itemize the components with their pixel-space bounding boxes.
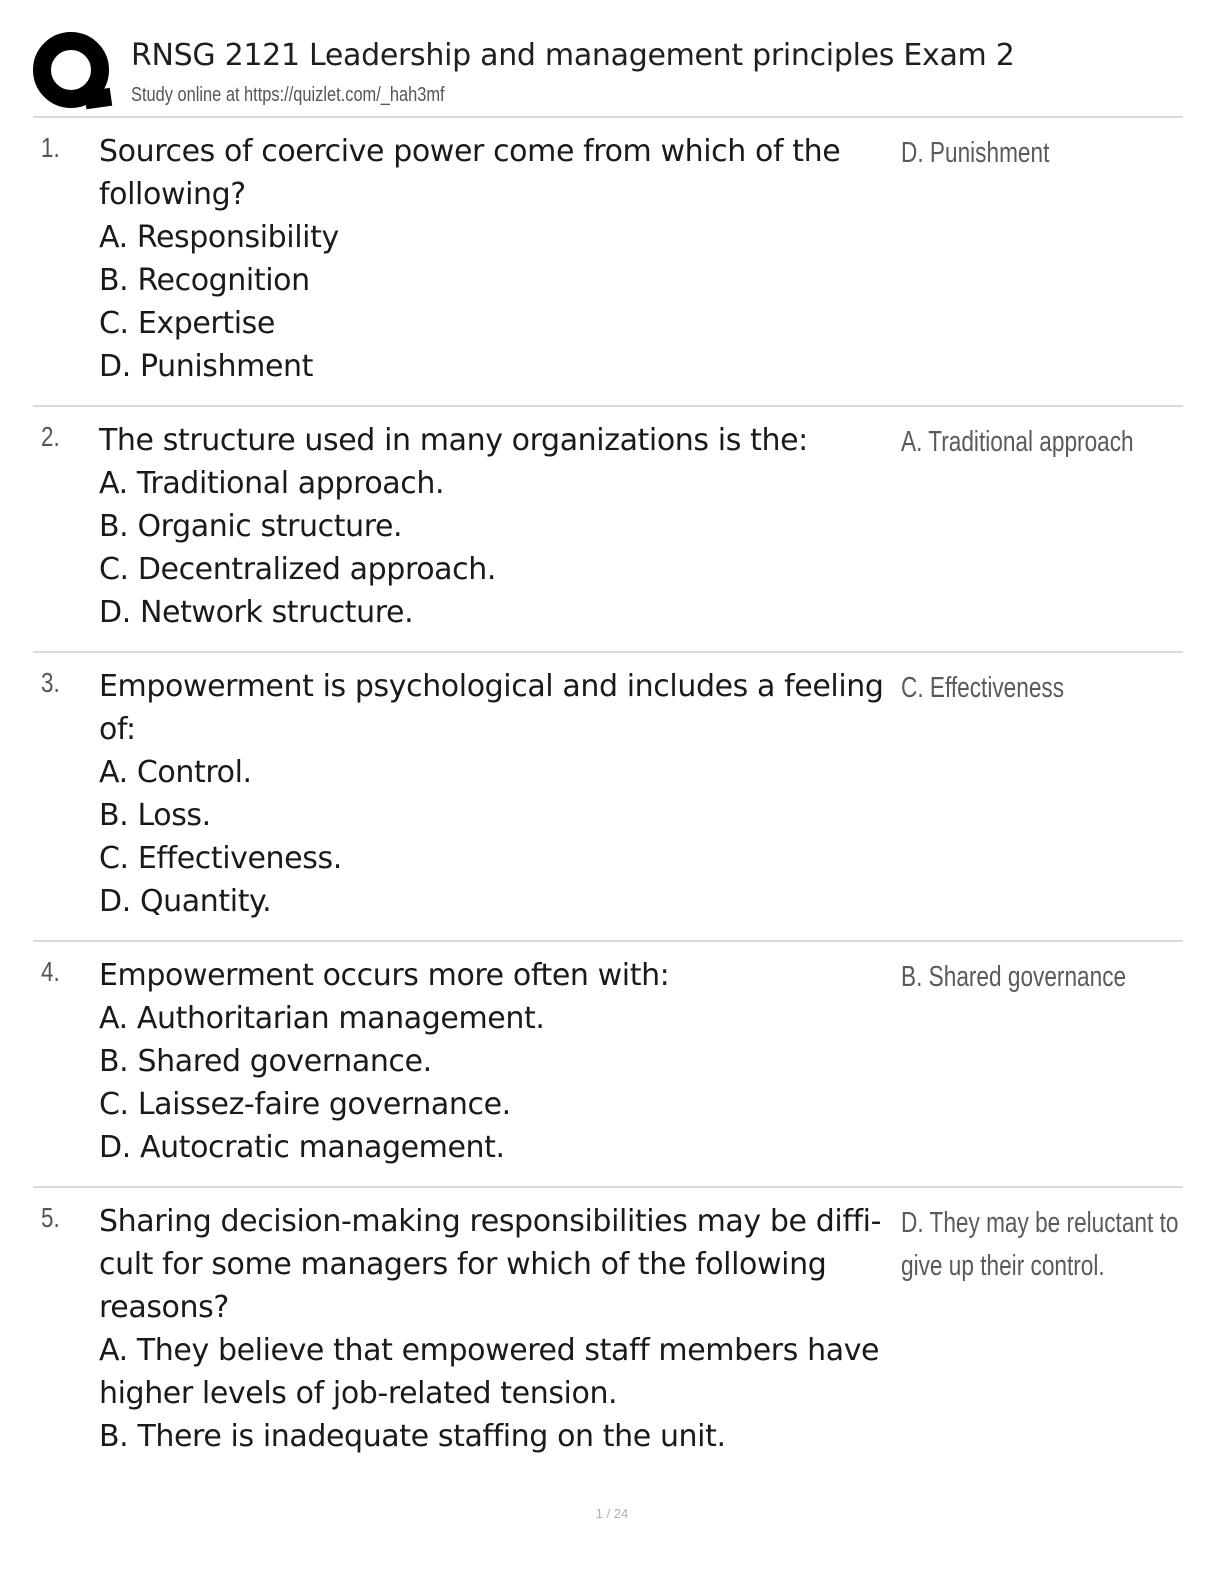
answer-line: D. Punishment bbox=[901, 137, 1050, 169]
header-divider bbox=[33, 116, 1183, 118]
question-text bbox=[99, 130, 899, 388]
answer-option: A. They believe that empowered staff members have bbox=[99, 1333, 880, 1368]
answer-option: B. Organic structure. bbox=[99, 509, 403, 544]
answer-option: D. Quantity. bbox=[99, 884, 272, 919]
card-divider bbox=[33, 1186, 1183, 1188]
answer-option: D. Punishment bbox=[99, 349, 313, 384]
answer-option: C. Decentralized approach. bbox=[99, 552, 497, 587]
question-line: Empowerment occurs more often with: bbox=[99, 958, 670, 993]
answer-option: B. Shared governance. bbox=[99, 1044, 432, 1079]
question-line: following? bbox=[99, 177, 246, 212]
question-number: 4. bbox=[41, 956, 60, 987]
question-line: of: bbox=[99, 712, 136, 747]
question-number: 2. bbox=[41, 421, 60, 452]
page-header bbox=[33, 32, 1183, 118]
study-online-link[interactable]: Study online at https://quizlet.com/_hah3mf bbox=[131, 84, 445, 106]
answer-option: D. Autocratic management. bbox=[99, 1130, 505, 1165]
question-text bbox=[99, 419, 899, 634]
page-number: 1 / 24 bbox=[595, 1506, 629, 1521]
document-title: RNSG 2121 Leadership and management principles Exam 2 bbox=[131, 38, 1015, 73]
answer-option: A. Responsibility bbox=[99, 220, 339, 255]
answer-line: B. Shared governance bbox=[901, 961, 1127, 993]
question-line: The structure used in many organizations is the: bbox=[99, 423, 808, 458]
correct-answer bbox=[901, 667, 1182, 710]
correct-answer bbox=[901, 421, 1182, 464]
answer-option: C. Effectiveness. bbox=[99, 841, 342, 876]
correct-answer bbox=[901, 1202, 1182, 1288]
question-number: 1. bbox=[41, 132, 60, 163]
answer-line: D. They may be reluctant to bbox=[901, 1207, 1179, 1239]
correct-answer bbox=[901, 956, 1182, 999]
answer-option: A. Traditional approach. bbox=[99, 466, 445, 501]
question-line: Sources of coercive power come from which of the bbox=[99, 134, 841, 169]
question-number: 3. bbox=[41, 667, 60, 698]
answer-line: give up their control. bbox=[901, 1250, 1105, 1282]
quizlet-logo-icon bbox=[33, 32, 113, 112]
question-text bbox=[99, 1200, 899, 1458]
answer-option: A. Control. bbox=[99, 755, 252, 790]
answer-option: C. Expertise bbox=[99, 306, 275, 341]
correct-answer bbox=[901, 132, 1182, 175]
answer-option: B. There is inadequate staffing on the unit. bbox=[99, 1419, 726, 1454]
question-text bbox=[99, 665, 899, 923]
question-line: reasons? bbox=[99, 1290, 229, 1325]
question-line: cult for some managers for which of the following bbox=[99, 1247, 827, 1282]
question-line: Empowerment is psychological and includes a feeling bbox=[99, 669, 884, 704]
question-number: 5. bbox=[41, 1202, 60, 1233]
question-line: Sharing decision-making responsibilities may be diffi- bbox=[99, 1204, 881, 1239]
answer-option: B. Recognition bbox=[99, 263, 310, 298]
answer-option: higher levels of job-related tension. bbox=[99, 1376, 618, 1411]
answer-line: A. Traditional approach bbox=[901, 426, 1134, 458]
card-divider bbox=[33, 940, 1183, 942]
answer-line: C. Effectiveness bbox=[901, 672, 1065, 704]
card-divider bbox=[33, 405, 1183, 407]
answer-option: B. Loss. bbox=[99, 798, 211, 833]
answer-option: D. Network structure. bbox=[99, 595, 414, 630]
answer-option: C. Laissez-faire governance. bbox=[99, 1087, 511, 1122]
answer-option: A. Authoritarian management. bbox=[99, 1001, 545, 1036]
question-text bbox=[99, 954, 899, 1169]
card-divider bbox=[33, 651, 1183, 653]
